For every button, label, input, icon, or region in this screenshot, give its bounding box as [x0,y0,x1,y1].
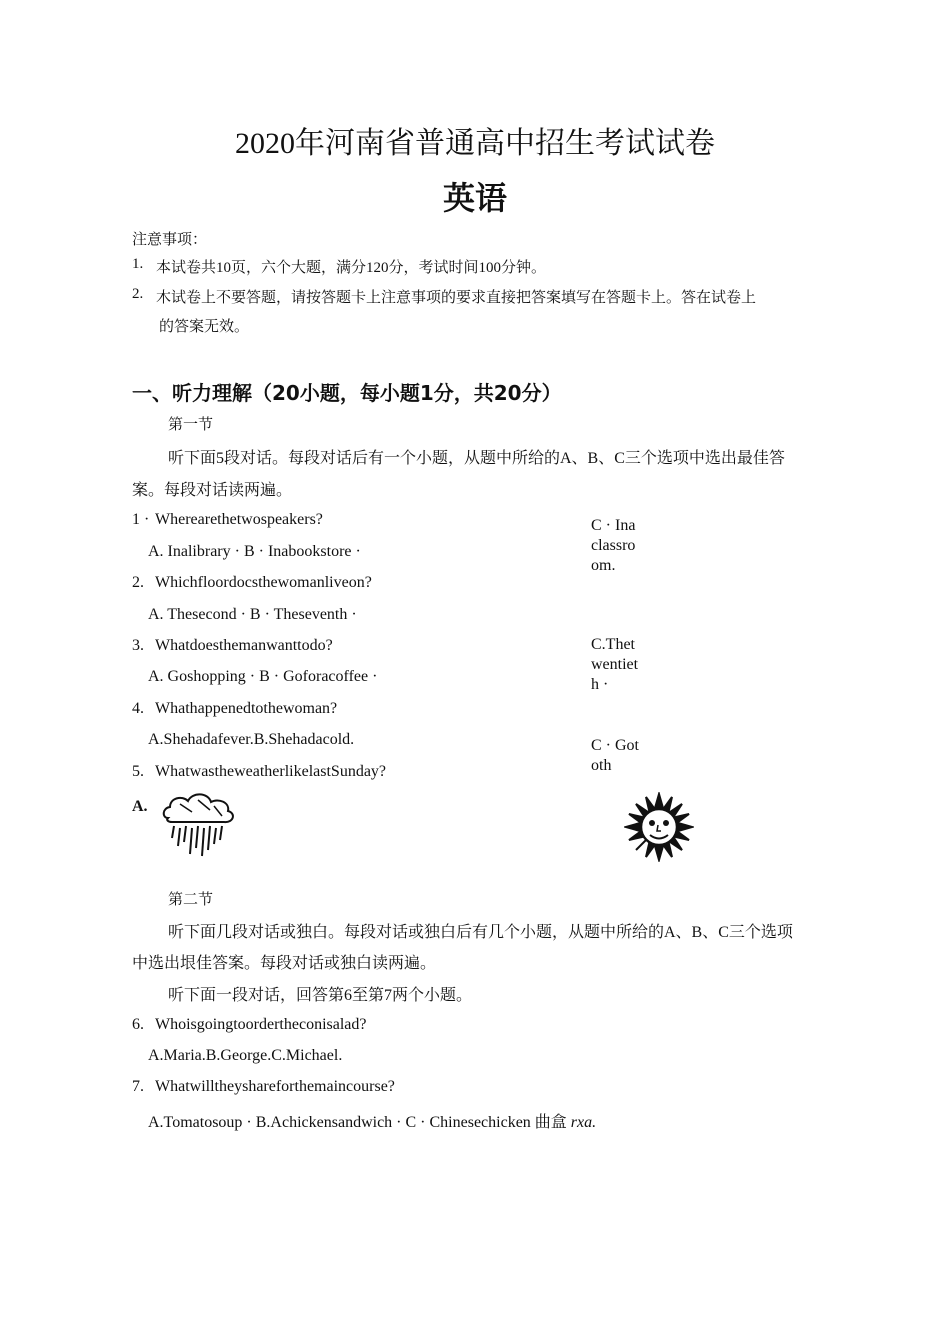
subject-title: 英语 [442,180,507,216]
question-5-num: 5. [132,763,144,780]
part2-instructions: 听下面几段对话或独白。每段对话或独白后有几个小题，从题中所给的A、B、C三个选项 [168,924,793,941]
notice-item-2-cont: 的答案无效。 [159,319,250,335]
part2-sub-instructions: 听下面一段对话，回答第6至第7两个小题。 [168,987,473,1004]
rain-cloud-icon [158,790,238,862]
question-6-num: 6. [132,1016,144,1033]
question-2-num: 2. [132,574,144,591]
part1-instructions-cont: 案。每段对话读两遍。 [132,482,293,499]
question-2-option-c: C.Thetwentieth · [591,636,639,693]
notice-item-2-num: 2. [132,286,144,302]
question-6-options: A.Maria.B.George.C.Michael. [148,1047,343,1064]
question-7: Whatwilltheyshareforthemaincourse? [155,1078,395,1095]
notice-item-1: 本试卷共10页，六个大题，满分120分，考试时间100分钟。 [156,260,547,276]
question-2: Whichfloordocsthewomanliveon? [155,574,372,591]
page-title: 2020年河南省普通高中招生考试试卷 [235,127,715,160]
notice-heading: 注意事项： [132,232,208,248]
question-7-options [148,1109,596,1132]
question-1-num: 1 · [132,511,150,528]
question-1: Wherearethetwospeakers? [155,511,323,528]
question-5-option-a-label: A. [132,798,148,815]
question-3: Whatdoesthemanwanttodo? [155,637,333,654]
notice-item-1-num: 1. [132,256,144,272]
question-7-options-text: A.Tomatosoup · B.Achickensandwich · C · Chinesechicken 曲盒 [148,1114,567,1131]
question-2-options: A. Thesecond · B · Theseventh · [148,606,357,623]
part1-instructions: 听下面5段对话。每段对话后有一个小题，从题中所给的A、B、C三个选项中选出最佳答 [168,450,785,467]
sun-face-icon [624,792,694,862]
question-4: Whathappenedtothewoman? [155,700,338,717]
part2-label: 第二节 [168,892,214,908]
question-3-options: A. Goshopping · B · Goforacoffee · [148,668,378,685]
part1-label: 第一节 [168,417,214,433]
question-6: Whoisgoingtoordertheconisalad? [155,1016,367,1033]
question-1-option-c: C · Inaclassroom. [591,517,636,574]
question-3-num: 3. [132,637,144,654]
section-heading: 一、听力理解（20小题，每小题1分，共20分） [132,381,562,405]
question-4-num: 4. [132,700,144,717]
question-7-options-tail: rxa. [570,1114,597,1131]
notice-item-2: 木试卷上不要答题，请按答题卡上注意事项的要求直接把答案填写在答题卡上。答在试卷上 [156,290,757,306]
part2-instructions-cont: 中选出垠佳答案。每段对话或独白读两遍。 [132,955,437,972]
question-5: WhatwastheweatherlikelastSunday? [155,763,387,780]
question-4-options: A.Shehadafever.B.Shehadacold. [148,731,355,748]
question-3-option-c: C · Gototh [591,737,639,774]
question-1-options: A. Inalibrary · B · Inabookstore · [148,543,361,560]
question-7-num: 7. [132,1078,144,1095]
